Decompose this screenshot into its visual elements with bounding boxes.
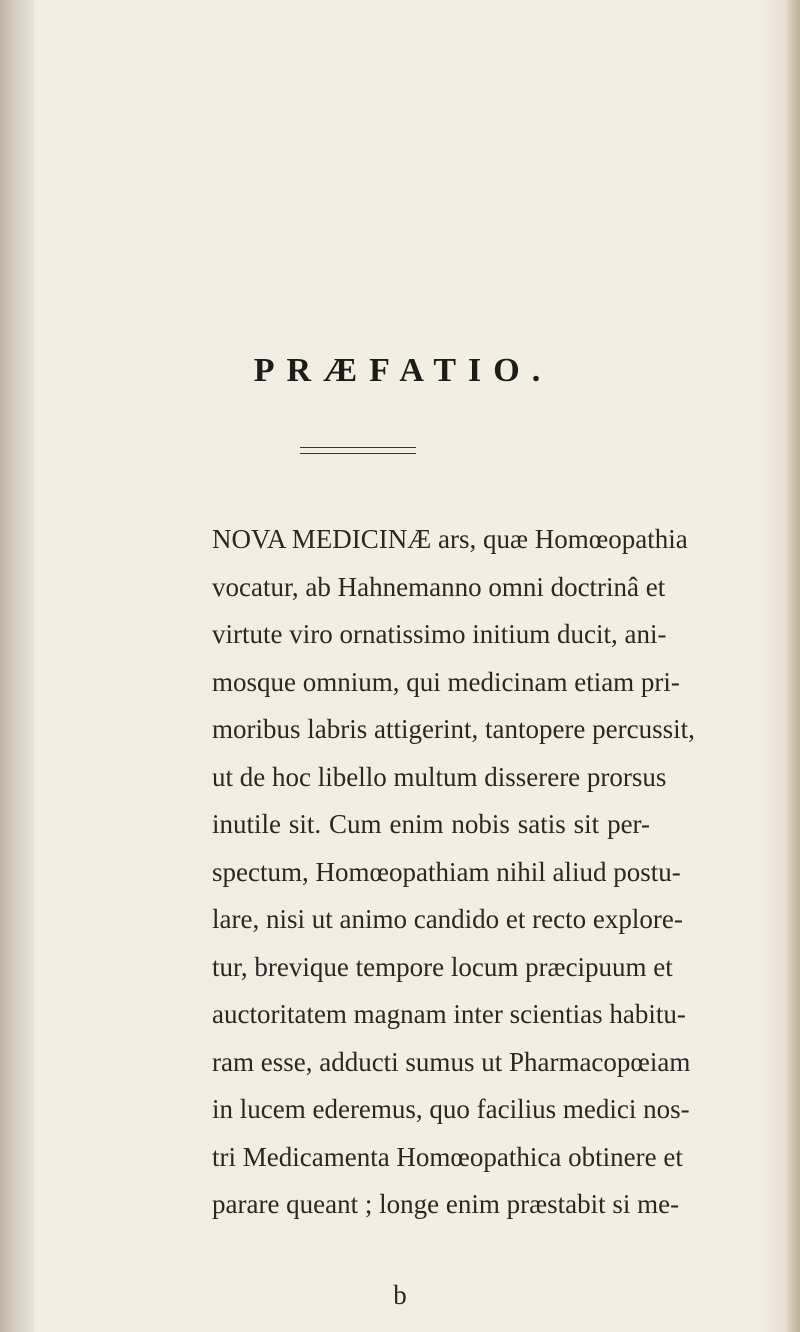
text-line: vocatur, ab Hahnemanno omni doctrinâ et	[212, 571, 666, 602]
text-line: NOVA MEDICINÆ ars, quæ Homœopathia	[212, 524, 688, 554]
text-line: moribus labris attigerint, tantopere percussit,	[212, 714, 695, 744]
binding-shadow	[0, 0, 34, 1332]
page-title: PRÆFATIO.	[253, 352, 553, 389]
text-line: spectum, Homœopathiam nihil aliud postu-	[212, 856, 681, 887]
text-line: parare queant ; longe enim præstabit si me-	[212, 1189, 680, 1219]
text-line: virtute viro ornatissimo initium ducit, ani-	[212, 619, 667, 649]
text-line: mosque omnium, qui medicinam etiam pri-	[212, 666, 680, 697]
text-line: ut de hoc libello multum disserere prorsus	[212, 761, 667, 792]
text-line: tur, brevique tempore locum præcipuum et	[212, 951, 673, 982]
page-edge	[784, 0, 800, 1332]
text-line: auctoritatem magnam inter scientias habitu-	[212, 999, 686, 1029]
text-line: tri Medicamenta Homœopathica obtinere et	[212, 1141, 683, 1172]
text-line: inutile sit. Cum enim nobis satis sit per-	[212, 809, 650, 839]
text-line: in lucem ederemus, quo facilius medici nos-	[212, 1094, 690, 1124]
text-line: ram esse, adducti sumus ut Pharmacopœiam	[212, 1046, 691, 1077]
signature-mark: b	[393, 1280, 407, 1310]
double-rule-divider	[300, 447, 416, 454]
text-line: lare, nisi ut animo candido et recto explore-	[212, 904, 683, 934]
body-text	[212, 516, 695, 1229]
